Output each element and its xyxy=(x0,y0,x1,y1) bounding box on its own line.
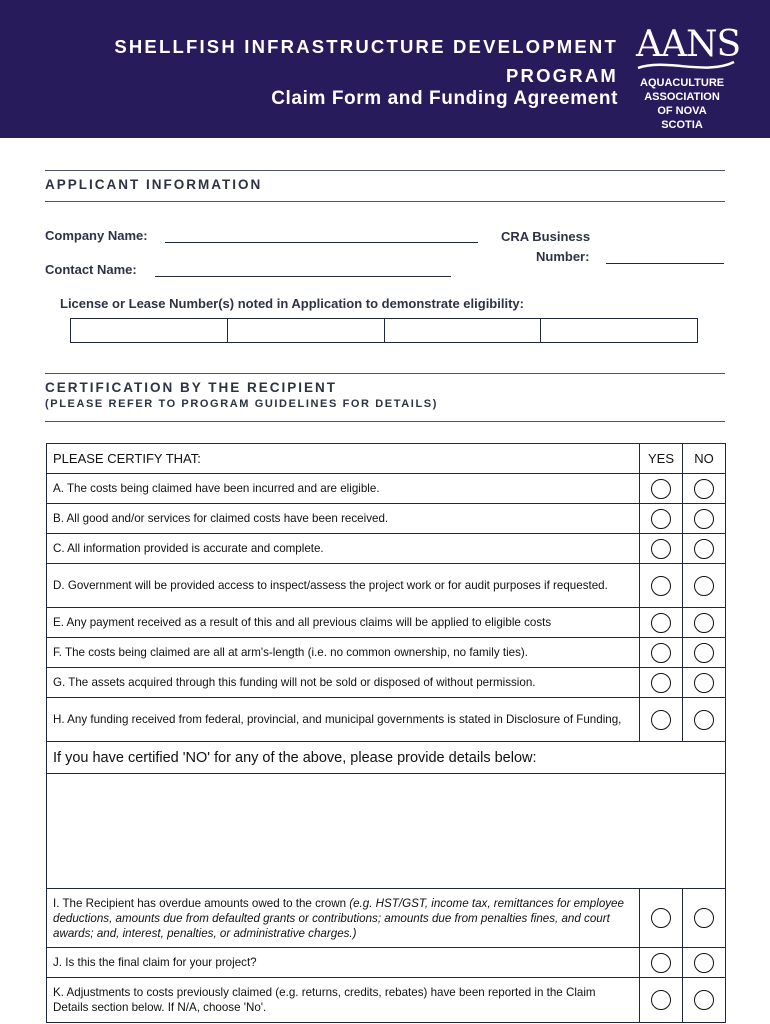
item-i-text: I. The Recipient has overdue amounts owed to the crown xyxy=(53,896,350,910)
table-row xyxy=(47,668,725,698)
no-header: NO xyxy=(682,444,725,473)
yes-radio[interactable] xyxy=(651,953,671,973)
yes-radio[interactable] xyxy=(651,710,671,730)
certify-item-a: A. The costs being claimed have been incurred and are eligible. xyxy=(53,482,380,495)
cra-number-field[interactable] xyxy=(606,263,724,264)
yes-radio[interactable] xyxy=(651,539,671,559)
table-header: PLEASE CERTIFY THAT: xyxy=(53,451,201,466)
yes-radio[interactable] xyxy=(651,908,671,928)
logo-mark: AANS xyxy=(636,24,741,65)
table-row xyxy=(47,474,725,504)
yes-radio[interactable] xyxy=(651,479,671,499)
certify-item-b: B. All good and/or services for claimed costs have been received. xyxy=(53,512,389,525)
no-radio[interactable] xyxy=(694,479,714,499)
table-row xyxy=(47,534,725,564)
no-radio[interactable] xyxy=(694,673,714,693)
license-number-input[interactable] xyxy=(228,319,385,342)
table-header-row xyxy=(47,444,725,474)
divider xyxy=(45,170,725,171)
details-prompt: If you have certified 'NO' for any of the above, please provide details below: xyxy=(47,742,725,774)
no-radio[interactable] xyxy=(694,509,714,529)
license-number-input[interactable] xyxy=(541,319,697,342)
program-title: SHELLFISH INFRASTRUCTURE DEVELOPMENT PROGRAM xyxy=(114,36,618,86)
certification-heading: CERTIFICATION BY THE RECIPIENT xyxy=(45,380,338,395)
company-name-field[interactable] xyxy=(165,242,478,243)
certify-item-j: J. Is this the final claim for your project? xyxy=(53,956,257,969)
no-radio[interactable] xyxy=(694,990,714,1010)
contact-name-label: Contact Name: xyxy=(45,262,137,277)
item-i-examples: (e.g. HST/GST, income tax, remittances for employee deductions, amounts due from defaulted grants or contributions; amounts due from penalties fines, and court awards; and, interest, penalties, or administrative charges.) xyxy=(53,896,624,940)
no-radio[interactable] xyxy=(694,643,714,663)
table-row xyxy=(47,978,725,1022)
yes-radio[interactable] xyxy=(651,990,671,1010)
no-radio[interactable] xyxy=(694,539,714,559)
certify-item-f: F. The costs being claimed are all at arm's-length (i.e. no common ownership, no family ties). xyxy=(53,646,528,659)
aans-logo xyxy=(636,24,746,131)
cra-number-label: Number: xyxy=(536,249,590,264)
certify-item-e: E. Any payment received as a result of this and all previous claims will be applied to eligible costs xyxy=(53,616,552,629)
certify-item-c: C. All information provided is accurate and complete. xyxy=(53,542,324,555)
table-row xyxy=(47,564,725,608)
certify-item-k: K. Adjustments to costs previously claimed (e.g. returns, credits, rebates) have been reported in the Claim Details section below. If N/A, choose 'No'. xyxy=(53,986,596,1014)
license-number-input[interactable] xyxy=(71,319,228,342)
divider xyxy=(45,421,725,422)
license-label: License or Lease Number(s) noted in Application to demonstrate eligibility: xyxy=(60,296,524,311)
no-radio[interactable] xyxy=(694,576,714,596)
yes-radio[interactable] xyxy=(651,576,671,596)
wave-icon xyxy=(636,54,736,74)
table-row xyxy=(47,698,725,742)
yes-radio[interactable] xyxy=(651,613,671,633)
divider xyxy=(45,201,725,202)
certify-item-h: H. Any funding received from federal, provincial, and municipal governments is stated in Disclosure of Funding, xyxy=(53,713,622,726)
cra-business-label: CRA Business xyxy=(501,229,591,244)
header-banner xyxy=(0,0,770,138)
yes-header: YES xyxy=(639,444,682,473)
no-radio[interactable] xyxy=(694,908,714,928)
divider xyxy=(45,373,725,374)
yes-radio[interactable] xyxy=(651,643,671,663)
table-row xyxy=(47,948,725,978)
certification-table xyxy=(46,443,726,1023)
details-textarea[interactable] xyxy=(47,774,725,889)
certify-item-i xyxy=(47,889,639,947)
license-number-grid xyxy=(70,318,698,343)
logo-text: AQUACULTURE ASSOCIATION OF NOVA SCOTIA xyxy=(640,77,725,131)
no-radio[interactable] xyxy=(694,953,714,973)
contact-name-field[interactable] xyxy=(155,276,451,277)
company-name-label: Company Name: xyxy=(45,228,148,243)
yes-radio[interactable] xyxy=(651,673,671,693)
license-number-input[interactable] xyxy=(385,319,542,342)
table-row xyxy=(47,638,725,668)
certify-item-g: G. The assets acquired through this funding will not be sold or disposed of without permission. xyxy=(53,676,536,689)
form-subtitle: Claim Form and Funding Agreement xyxy=(271,88,618,109)
table-row xyxy=(47,889,725,948)
yes-radio[interactable] xyxy=(651,509,671,529)
applicant-heading: APPLICANT INFORMATION xyxy=(45,177,263,192)
certify-item-d: D. Government will be provided access to inspect/assess the project work or for audit purposes if requested. xyxy=(53,579,608,592)
table-row xyxy=(47,504,725,534)
no-radio[interactable] xyxy=(694,710,714,730)
no-radio[interactable] xyxy=(694,613,714,633)
certification-subheading: (PLEASE REFER TO PROGRAM GUIDELINES FOR DETAILS) xyxy=(45,398,438,410)
table-row xyxy=(47,608,725,638)
